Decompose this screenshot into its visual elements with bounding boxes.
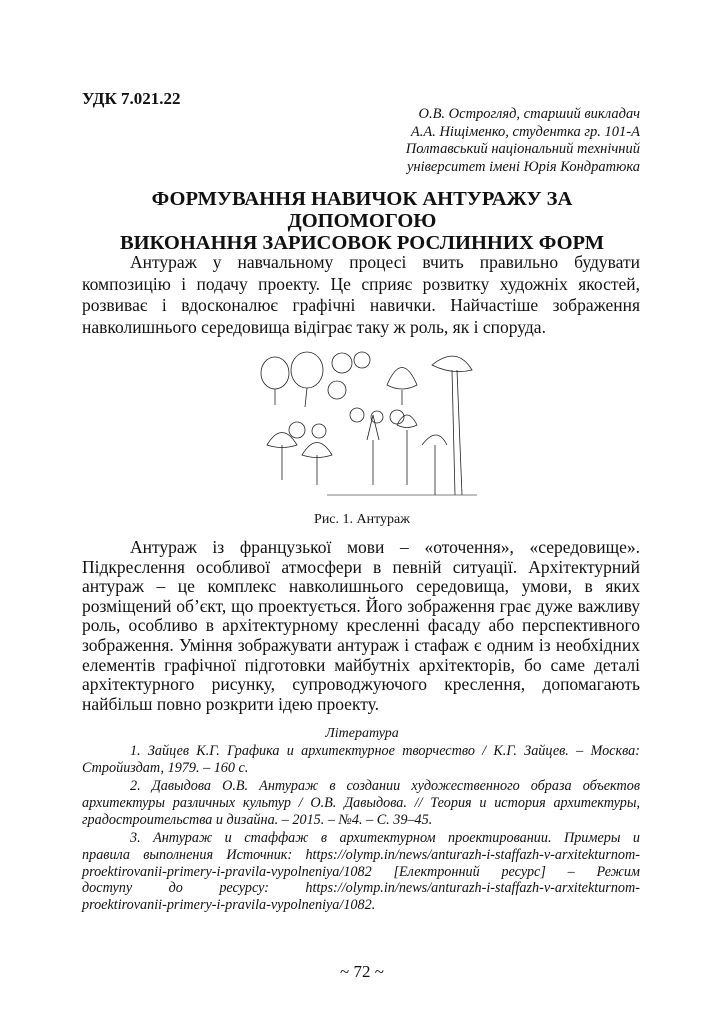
title-line: ФОРМУВАННЯ НАВИЧОК АНТУРАЖУ ЗА ДОПОМОГОЮ bbox=[151, 188, 573, 232]
title-line: ВИКОНАННЯ ЗАРИСОВОК РОСЛИННИХ ФОРМ bbox=[119, 232, 605, 254]
text-line: зображення. Уміння зображувати антураж і стафаж є одним із необхідних bbox=[82, 634, 640, 655]
text-line: Антураж із французької мови – «оточення», «середовище». bbox=[130, 537, 640, 557]
text-line: Підкреслення особливої атмосфери в певній ситуації. Архітектурний bbox=[82, 556, 640, 577]
affiliation-line: Полтавський національний технічний bbox=[405, 141, 640, 157]
author-line: А.А. Ніщіменко, студентка гр. 101-А bbox=[410, 123, 640, 140]
reference-item bbox=[82, 743, 640, 777]
page-number: ~ 72 ~ bbox=[340, 962, 384, 981]
text-line: Антураж у навчальному процесі вчить правильно будувати bbox=[130, 252, 640, 272]
author-line: О.В. Острогляд, старший викладач bbox=[418, 106, 640, 122]
reference-item bbox=[82, 778, 640, 828]
text-line: антураж – це комплекс навколишнього середовища, умови, в яких bbox=[82, 576, 640, 597]
udk-code: УДК 7.021.22 bbox=[82, 89, 181, 108]
text-line: розвиває і вдосконалює графічні навички. Найчастіше зображення bbox=[82, 295, 640, 316]
ref-line: градостроительства и дизайна. – 2015. – №4. – С. 39–45. bbox=[82, 811, 433, 828]
ref-line: доступу до ресурсу: https://olymp.in/news/anturazh-i-staffazh-v-arxitekturnom- bbox=[82, 880, 640, 897]
paragraph-intro bbox=[82, 252, 640, 338]
ref-line: Стройиздат, 1979. – 160 с. bbox=[82, 759, 249, 776]
figure-entourage-sketches bbox=[257, 345, 483, 505]
authors-block bbox=[406, 106, 640, 176]
text-line: розміщений об’єкт, що проектується. Його зображення грає дуже важливу bbox=[82, 595, 640, 616]
ref-line: архитектуры различных культур / О.В. Давыдова. // Теория и история архитектуры, bbox=[82, 794, 640, 811]
tree-sketch-right bbox=[327, 356, 477, 495]
ref-line: правила выполнения Источник: https://olymp.in/news/anturazh-i-staffazh-v-arxitekturnom- bbox=[82, 846, 640, 863]
affiliation-line: університет імені Юрія Кондратюка bbox=[406, 158, 640, 175]
tree-sketch-center bbox=[367, 368, 417, 486]
paragraph-definition bbox=[82, 538, 640, 714]
text-line: навколишнього середовища відіграє таку ж роль, як і споруда. bbox=[82, 316, 546, 337]
text-line: архітектурного рисунку, супроводжуючого креслення, допомагають bbox=[82, 674, 640, 695]
ref-line: 3. Антураж и стаффаж в архитектурном проектировании. Примеры и bbox=[130, 830, 640, 846]
literature-heading: Література bbox=[325, 726, 399, 741]
reference-item bbox=[82, 830, 640, 914]
article-title bbox=[82, 188, 642, 254]
figure-caption: Рис. 1. Антураж bbox=[314, 512, 410, 527]
tree-sketch-left bbox=[261, 352, 332, 485]
ref-line: 2. Давыдова О.В. Антураж в создании художественного образа объектов bbox=[130, 778, 640, 794]
text-line: роль, особливо в архітектурному кресленні фасаду або перспективного bbox=[82, 615, 640, 636]
text-line: композицію і подачу проекту. Це сприяє розвитку художніх якостей, bbox=[82, 273, 640, 294]
text-line: найбільш повно розкрити ідею проекту. bbox=[82, 693, 380, 714]
text-line: елементів графічної підготовки майбутніх архітекторів, бо саме деталі bbox=[82, 654, 640, 675]
ref-line: 1. Зайцев К.Г. Графика и архитектурное творчество / К.Г. Зайцев. – Москва: bbox=[130, 743, 640, 759]
ref-line: proektirovanii-primery-i-pravila-vypolneniya/1082. bbox=[82, 897, 376, 914]
ref-line: proektirovanii-primery-i-pravila-vypolneniya/1082 [Електронний ресурс] – Режим bbox=[82, 863, 640, 880]
